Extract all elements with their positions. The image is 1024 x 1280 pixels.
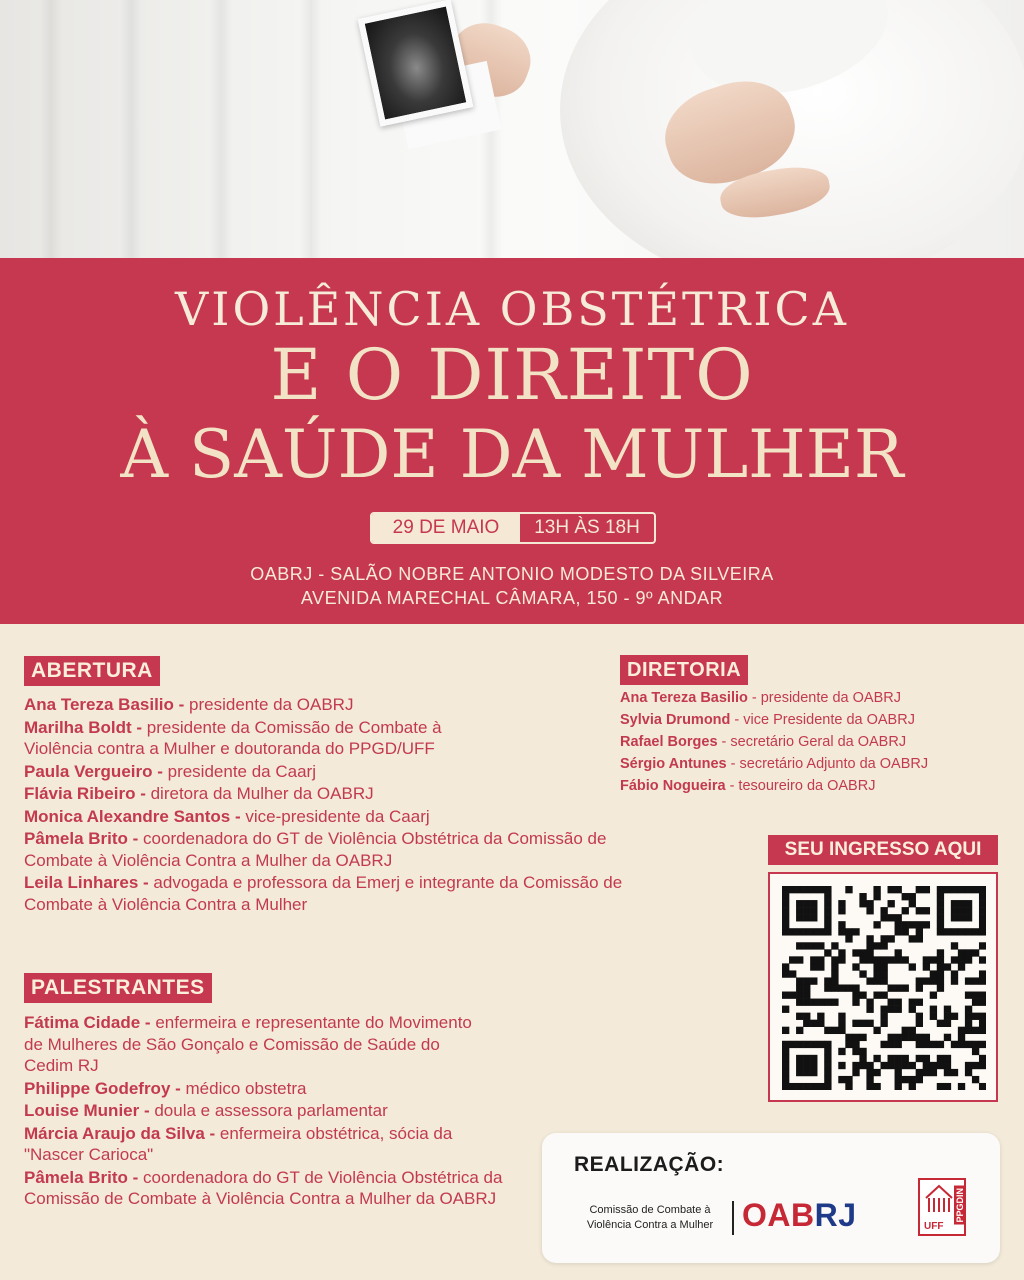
- ultrasound-image: [358, 0, 474, 127]
- list-item: Márcia Araujo da Silva - enfermeira obstétrica, sócia da "Nascer Carioca": [24, 1123, 453, 1164]
- abertura-label: ABERTURA: [24, 656, 160, 686]
- list-item: Sérgio Antunes - secretário Adjunto da OABRJ: [620, 756, 929, 772]
- event-time: 13H ÀS 18H: [534, 517, 640, 538]
- uff-ppgdin-logo: UFF PPGDIN: [918, 1178, 966, 1236]
- diretoria-list: [620, 688, 1020, 798]
- venue-line-1: OABRJ - SALÃO NOBRE ANTONIO MODESTO DA SILVEIRA: [250, 564, 774, 584]
- ticket-label: SEU INGRESSO AQUI: [768, 835, 998, 865]
- uff-emblem-icon: [924, 1184, 954, 1214]
- list-item: Pâmela Brito - coordenadora do GT de Violência Obstétrica da Comissão de Combate à Violência Contra a Mulher da OABRJ: [24, 1167, 503, 1208]
- list-item: Marilha Boldt - presidente da Comissão de Combate à Violência contra a Mulher e doutoranda do PPGD/UFF: [24, 717, 442, 758]
- list-item: Rafael Borges - secretário Geral da OABRJ: [620, 734, 907, 750]
- list-item: Pâmela Brito - coordenadora do GT de Violência Obstétrica da Comissão de Combate à Violência Contra a Mulher da OABRJ: [24, 829, 607, 870]
- divider: [732, 1201, 734, 1235]
- commission-name: Comissão de Combate à Violência Contra a Mulher: [586, 1204, 714, 1231]
- title-line-1: VIOLÊNCIA OBSTÉTRICA: [175, 282, 849, 336]
- list-item: Leila Linhares - advogada e professora da Emerj e integrante da Comissão de Combate à Violência Contra a Mulher: [24, 873, 623, 914]
- list-item: Ana Tereza Basilio - presidente da OABRJ: [24, 695, 354, 714]
- list-item: Philippe Godefroy - médico obstetra: [24, 1078, 307, 1098]
- ticket-qr-link[interactable]: [768, 872, 998, 1102]
- date-time-box: [370, 512, 656, 544]
- list-item: Sylvia Drumond - vice Presidente da OABRJ: [620, 712, 915, 728]
- palestrantes-label: PALESTRANTES: [24, 973, 212, 1003]
- abertura-list: [24, 694, 644, 916]
- list-item: Flávia Ribeiro - diretora da Mulher da OABRJ: [24, 784, 374, 803]
- title-band: [0, 258, 1024, 624]
- venue: [0, 562, 1024, 610]
- list-item: Paula Vergueiro - presidente da Caarj: [24, 761, 316, 781]
- venue-line-2: AVENIDA MARECHAL CÂMARA, 150 - 9º ANDAR: [300, 588, 724, 608]
- hero-photo: [0, 0, 1024, 258]
- title-line-3: À SAÚDE DA MULHER: [120, 416, 904, 493]
- list-item: Fábio Nogueira - tesoureiro da OABRJ: [620, 778, 876, 794]
- oabrj-logo: OABRJ: [742, 1197, 857, 1233]
- qr-code-icon[interactable]: [782, 886, 986, 1090]
- title-line-2: E O DIREITO: [270, 334, 754, 416]
- organizers-label: REALIZAÇÃO:: [574, 1153, 725, 1176]
- diretoria-label: DIRETORIA: [620, 655, 748, 685]
- event-date: 29 DE MAIO: [372, 514, 520, 542]
- list-item: Fátima Cidade - enfermeira e representante do Movimento de Mulheres de São Gonçalo e Comissão de Saúde do Cedim RJ: [24, 1013, 472, 1075]
- list-item: Louise Munier - doula e assessora parlamentar: [24, 1101, 388, 1120]
- list-item: Monica Alexandre Santos - vice-presidente da Caarj: [24, 806, 430, 826]
- list-item: Ana Tereza Basilio - presidente da OABRJ: [620, 690, 901, 706]
- palestrantes-list: [24, 1012, 504, 1211]
